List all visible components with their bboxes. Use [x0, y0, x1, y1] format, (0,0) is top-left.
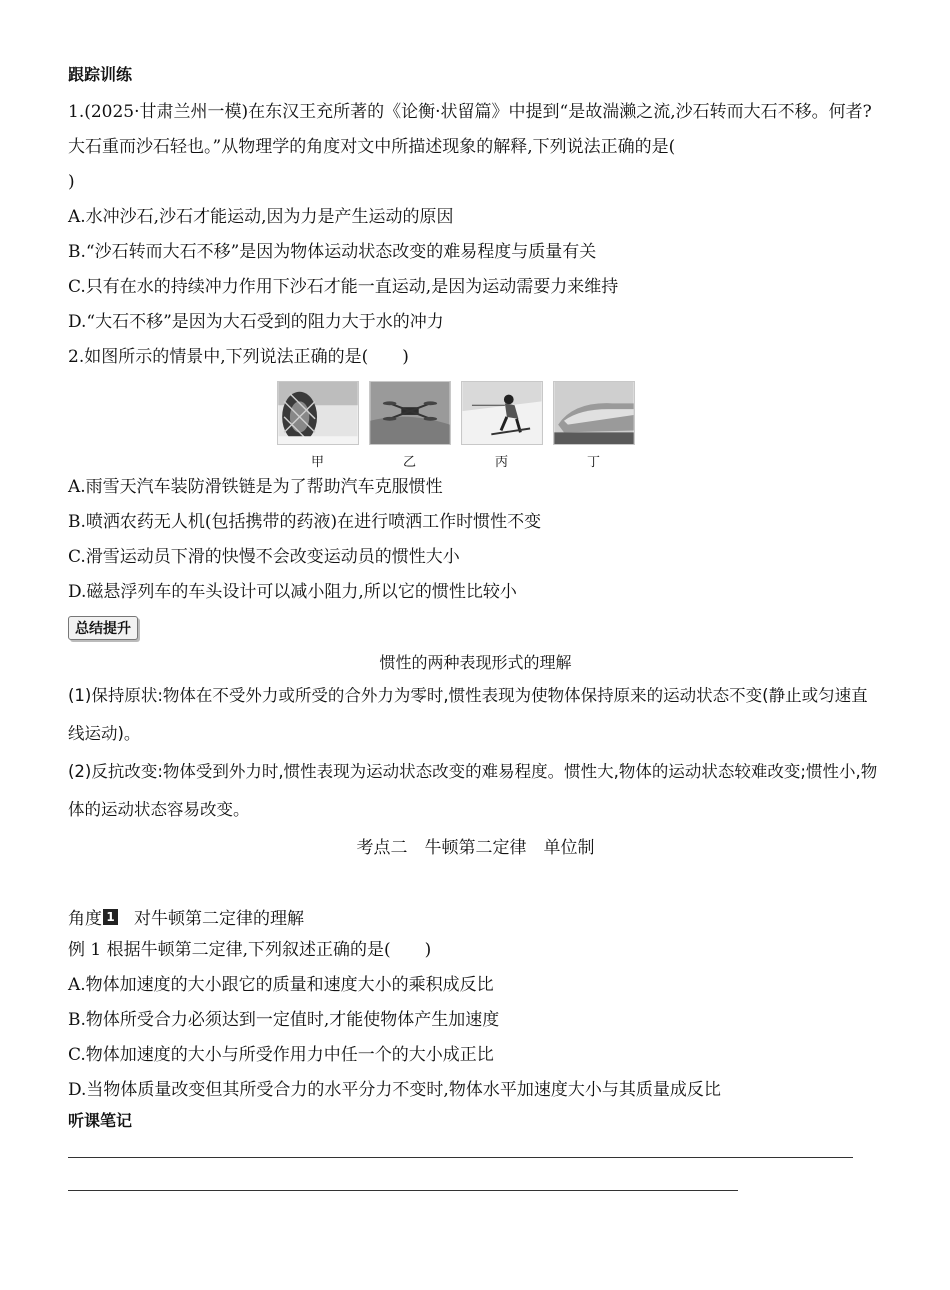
drone-image	[369, 381, 451, 445]
summary-badge: 总结提升	[68, 616, 138, 640]
notes-line-2	[68, 1190, 738, 1191]
q1-stem-text: 1.(2025·甘肃兰州一模)在东汉王充所著的《论衡·状留篇》中提到“是故湍濑之流,沙石转而大石不移。何者?大石重而沙石轻也。”从物理学的角度对文中所描述现象的解释,下列说法正确的是(	[68, 102, 872, 157]
q2-stem: 2.如图所示的情景中,下列说法正确的是( )	[68, 347, 409, 367]
example1-option-b: B.物体所受合力必须达到一定值时,才能使物体产生加速度	[68, 1010, 500, 1030]
car-tire-chain-image	[277, 381, 359, 445]
caption-bing: 丙	[494, 455, 508, 470]
q2-option-c: C.滑雪运动员下滑的快慢不会改变运动员的惯性大小	[68, 547, 460, 567]
q1-option-d: D.“大石不移”是因为大石受到的阻力大于水的冲力	[68, 312, 444, 332]
figure-ding	[553, 381, 635, 470]
q1-stem	[68, 95, 883, 200]
summary-point-1: (1)保持原状:物体在不受外力或所受的合外力为零时,惯性表现为使物体保持原来的运动状态不变(静止或匀速直线运动)。	[68, 686, 868, 743]
q1-option-c: C.只有在水的持续冲力作用下沙石才能一直运动,是因为运动需要力来维持	[68, 277, 619, 297]
angle-heading	[68, 904, 883, 929]
notes-label: 听课笔记	[68, 1111, 133, 1130]
summary-title: 惯性的两种表现形式的理解	[379, 653, 572, 672]
caption-ding: 丁	[586, 455, 600, 470]
example1-option-d: D.当物体质量改变但其所受合力的水平分力不变时,物体水平加速度大小与其质量成反比	[68, 1080, 721, 1100]
example1-option-a: A.物体加速度的大小跟它的质量和速度大小的乘积成反比	[68, 975, 494, 995]
q1-option-b: B.“沙石转而大石不移”是因为物体运动状态改变的难易程度与质量有关	[68, 242, 597, 262]
maglev-train-image	[553, 381, 635, 445]
example1-stem: 例 1 根据牛顿第二定律,下列叙述正确的是( )	[68, 940, 432, 960]
q1-stem-close: )	[68, 172, 75, 192]
kaodian-title: 考点二 牛顿第二定律 单位制	[356, 838, 595, 858]
figure-jia	[277, 381, 359, 470]
angle-prefix: 角度	[68, 909, 102, 929]
q2-option-a: A.雨雪天汽车装防滑铁链是为了帮助汽车克服惯性	[68, 477, 443, 497]
figure-yi	[369, 381, 451, 470]
q2-figures	[28, 381, 883, 470]
angle-number-badge: 1	[103, 909, 118, 925]
caption-yi: 乙	[402, 455, 416, 470]
section-heading: 跟踪训练	[68, 65, 133, 84]
q2-option-b: B.喷洒农药无人机(包括携带的药液)在进行喷洒工作时惯性不变	[68, 512, 542, 532]
page	[68, 62, 883, 1131]
example1-option-c: C.物体加速度的大小与所受作用力中任一个的大小成正比	[68, 1045, 494, 1065]
skier-image	[461, 381, 543, 445]
angle-title: 对牛顿第二定律的理解	[134, 909, 304, 929]
q2-option-d: D.磁悬浮列车的车头设计可以减小阻力,所以它的惯性比较小	[68, 582, 517, 602]
figure-bing	[461, 381, 543, 470]
caption-jia: 甲	[310, 455, 324, 470]
summary-point-2: (2)反抗改变:物体受到外力时,惯性表现为运动状态改变的难易程度。惯性大,物体的运动状态较难改变;惯性小,物体的运动状态容易改变。	[68, 762, 878, 819]
notes-line-1	[68, 1157, 853, 1158]
q1-option-a: A.水冲沙石,沙石才能运动,因为力是产生运动的原因	[68, 207, 454, 227]
